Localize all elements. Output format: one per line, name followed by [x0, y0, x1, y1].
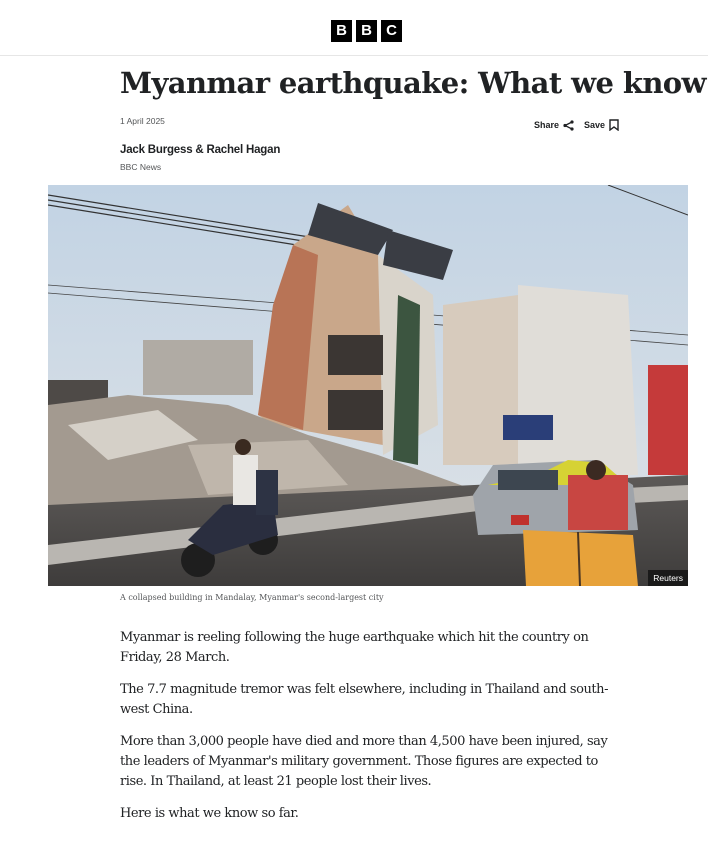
publish-date: 1 April 2025 — [120, 116, 165, 126]
author-byline[interactable]: Jack Burgess & Rachel Hagan — [120, 144, 281, 156]
earthquake-photo-illustration — [48, 185, 688, 586]
logo-letter: C — [381, 20, 402, 42]
article-headline: Myanmar earthquake: What we know — [120, 66, 706, 100]
share-label: Share — [534, 120, 560, 130]
image-credit: Reuters — [648, 570, 688, 586]
article-actions — [534, 119, 619, 131]
share-icon — [563, 120, 574, 131]
save-label: Save — [584, 120, 606, 130]
share-button[interactable] — [534, 120, 574, 131]
image-caption: A collapsed building in Mandalay, Myanmar's second-largest city — [120, 593, 384, 602]
author-organisation: BBC News — [120, 162, 162, 172]
article-paragraph: Myanmar is reeling following the huge earthquake which hit the country on Friday, 28 March. — [120, 630, 589, 665]
article-paragraph: The 7.7 magnitude tremor was felt elsewhere, including in Thailand and south-west China. — [120, 682, 609, 717]
site-header — [0, 0, 708, 56]
logo-letter: B — [356, 20, 377, 42]
save-button[interactable] — [584, 119, 619, 131]
logo-letter: B — [331, 20, 352, 42]
article-photo — [48, 185, 688, 586]
article-paragraph: Here is what we know so far. — [120, 806, 299, 821]
bbc-logo[interactable] — [331, 20, 402, 42]
bookmark-icon — [609, 119, 619, 131]
article-paragraph: More than 3,000 people have died and more than 4,500 have been injured, say the leaders of Myanmar's military government. Those figures are expected to rise. In Thailand, at least 21 people lost their lives. — [120, 734, 608, 789]
